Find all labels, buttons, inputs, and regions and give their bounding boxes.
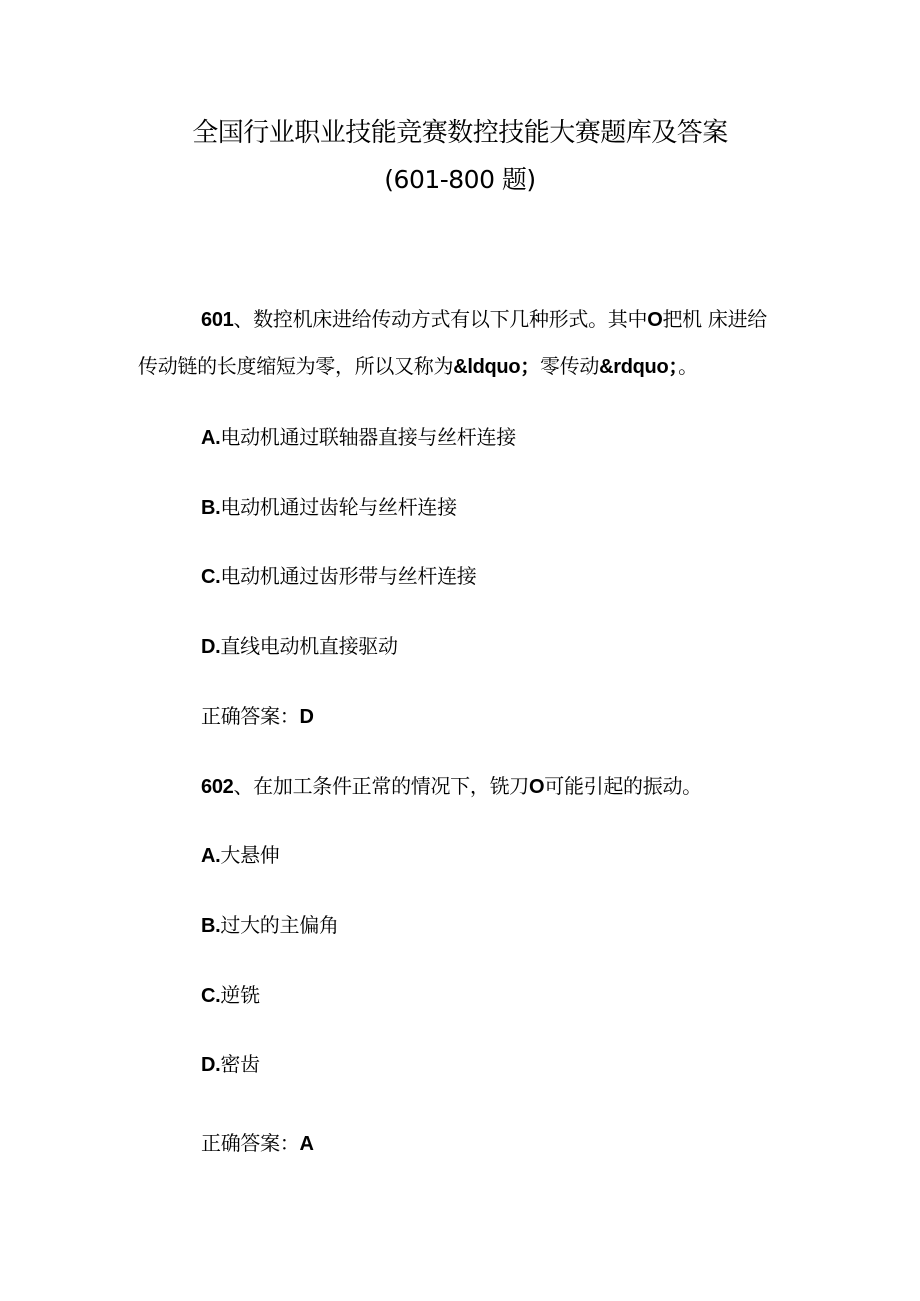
option-b	[201, 909, 339, 938]
option-text: 直线电动机直接驱动	[220, 634, 398, 658]
option-text: 电动机通过齿轮与丝杆连接	[220, 495, 457, 519]
option-a	[201, 839, 280, 868]
option-text: 大悬伸	[220, 843, 280, 867]
question-text: 、数控机床进给传动方式有以下几种形式。其中	[233, 307, 648, 331]
option-text: 过大的主偏角	[220, 913, 339, 937]
question-601-line-1	[201, 303, 767, 332]
option-letter: C.	[201, 985, 221, 1007]
question-number: 602	[201, 776, 234, 798]
option-d	[201, 630, 398, 659]
question-text: 零传动	[539, 354, 600, 378]
question-text: 、在加工条件正常的情况下，铣刀	[233, 774, 529, 798]
option-letter: B.	[201, 915, 221, 937]
answer-value: A	[299, 1133, 314, 1155]
question-text: 可能引起的振动。	[544, 774, 702, 798]
answer-blank: O	[647, 309, 663, 331]
option-letter: A.	[201, 845, 221, 867]
document-subtitle: (601-800 题)	[384, 165, 536, 194]
option-text: 电动机通过齿形带与丝杆连接	[220, 564, 477, 588]
option-c	[201, 979, 260, 1008]
option-a	[201, 421, 516, 450]
option-letter: D.	[201, 1054, 221, 1076]
option-text: 电动机通过联轴器直接与丝杆连接	[220, 425, 516, 449]
document-title: 全国行业职业技能竞赛数控技能大赛题库及答案	[192, 118, 728, 148]
correct-answer	[201, 700, 314, 729]
option-text: 密齿	[220, 1052, 260, 1076]
option-letter: D.	[201, 636, 221, 658]
question-602-line-1	[201, 770, 702, 799]
question-text: 把机 床进给	[662, 307, 768, 331]
answer-blank: O	[528, 776, 545, 798]
question-text: 传动链的长度缩短为零，所以又称为	[138, 354, 454, 378]
option-b	[201, 491, 457, 520]
answer-value: D	[299, 706, 314, 728]
option-c	[201, 560, 477, 589]
question-601-line-2	[138, 350, 698, 379]
option-d	[201, 1048, 260, 1077]
option-letter: B.	[201, 497, 221, 519]
html-entity-text: &ldquo；	[453, 356, 540, 378]
answer-label: 正确答案：	[201, 1131, 300, 1155]
option-letter: A.	[201, 427, 221, 449]
question-text: 。	[678, 354, 698, 378]
answer-label: 正确答案：	[201, 704, 300, 728]
option-text: 逆铣	[220, 983, 260, 1007]
option-letter: C.	[201, 566, 221, 588]
correct-answer	[201, 1127, 314, 1156]
html-entity-text: &rdquo；	[599, 356, 679, 378]
question-number: 601	[201, 309, 234, 331]
